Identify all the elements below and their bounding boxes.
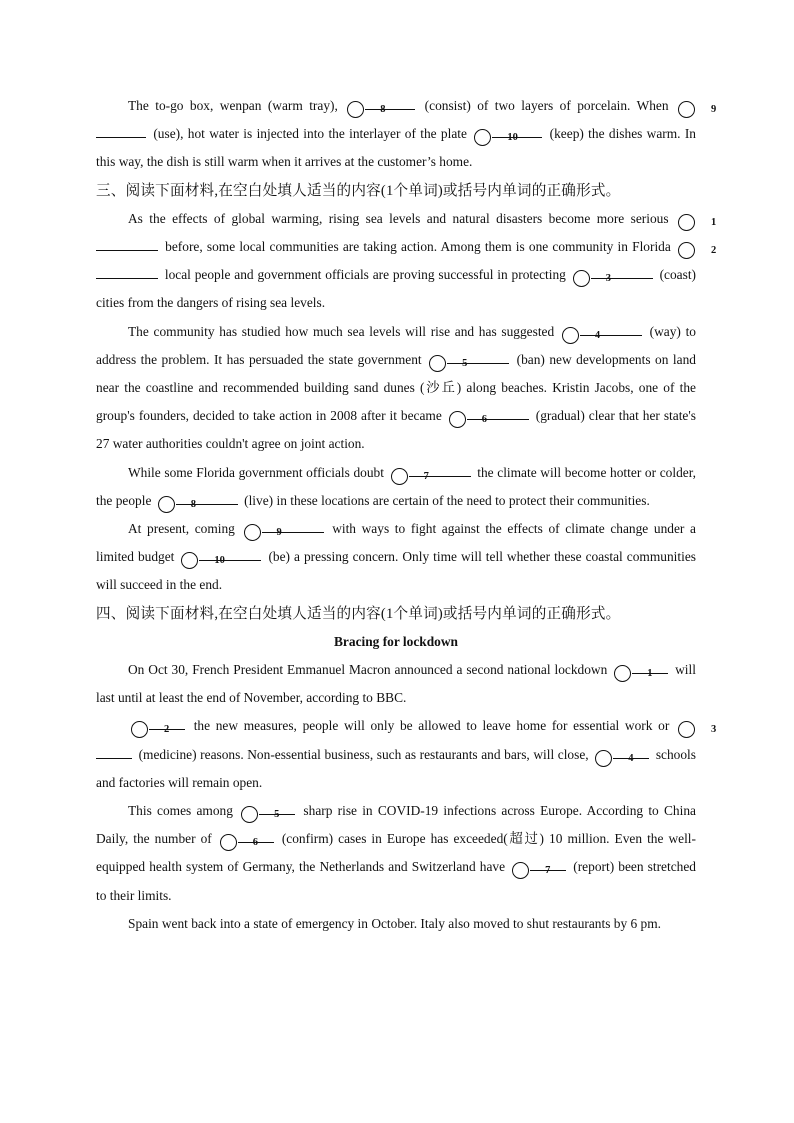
blank-number-3: 3 xyxy=(678,721,695,738)
text: (gradual) clear that her state's 27 water authorities couldn't agree on joint action. xyxy=(96,408,696,452)
blank-number-1: 1 xyxy=(678,214,695,231)
text: sharp rise in COVID-19 infections across Europe. According to China Daily, the number of xyxy=(96,803,696,847)
answer-blank[interactable] xyxy=(262,520,324,533)
blank-number-4: 4 xyxy=(595,750,612,767)
answer-blank[interactable] xyxy=(199,548,261,561)
answer-blank[interactable] xyxy=(259,802,295,815)
answer-blank[interactable] xyxy=(96,238,158,251)
blank-number-4: 4 xyxy=(562,327,579,344)
blank-number-7: 7 xyxy=(391,468,408,485)
passage-title: Bracing for lockdown xyxy=(334,633,458,649)
text: before, some local communities are taking action. Among them is one community in Florida xyxy=(165,239,671,255)
text: (coast) cities from the dangers of rising sea levels. xyxy=(96,267,696,311)
blank-number-2: 2 xyxy=(131,721,148,738)
blank-number-9: 9 xyxy=(244,524,261,541)
answer-blank[interactable] xyxy=(149,717,185,730)
section-heading-3: 三、阅读下面材料,在空白处填人适当的内容(1个单词)或括号内单词的正确形式。 xyxy=(96,182,621,199)
answer-blank[interactable] xyxy=(365,97,415,110)
text: schools and factories will remain open. xyxy=(96,746,696,790)
answer-blank[interactable] xyxy=(492,125,542,138)
blank-number-3: 3 xyxy=(573,270,590,287)
blank-number-8: 8 xyxy=(158,496,175,513)
text: On Oct 30, French President Emmanuel Macron announced a second national lockdown xyxy=(128,662,608,678)
text: The community has studied how much sea levels will rise and has suggested xyxy=(128,323,555,339)
text: (use), hot water is injected into the interlayer of the plate xyxy=(153,126,467,142)
answer-blank[interactable] xyxy=(176,492,238,505)
text: As the effects of global warming, rising sea levels and natural disasters become more serious xyxy=(128,210,669,226)
answer-blank[interactable] xyxy=(591,266,653,279)
text: (keep) the dishes warm. In this way, the dish is still warm when it arrives at the customer’s home. xyxy=(96,126,697,170)
text: At present, coming xyxy=(128,521,235,537)
paragraph xyxy=(96,797,696,910)
blank-number-10: 10 xyxy=(181,552,198,569)
section-heading-4: 四、阅读下面材料,在空白处填人适当的内容(1个单词)或括号内单词的正确形式。 xyxy=(96,605,621,622)
paragraph xyxy=(96,459,696,515)
text: the climate will become hotter or colder, the people xyxy=(96,464,696,508)
text: local people and government officials are proving successful in protecting xyxy=(164,267,566,283)
paragraph-to-go-box xyxy=(96,92,717,177)
answer-blank[interactable] xyxy=(632,661,668,674)
paragraph xyxy=(96,205,717,318)
blank-number-1: 1 xyxy=(614,665,631,682)
answer-blank[interactable] xyxy=(238,830,274,843)
text: (consist) of two layers of porcelain. When xyxy=(424,98,669,113)
blank-number-5: 5 xyxy=(429,355,446,372)
text: (way) to address the problem. It has persuaded the state government xyxy=(96,323,696,367)
text: (medicine) reasons. Non-essential business, such as restaurants and bars, will close, xyxy=(138,746,589,762)
text: The to-go box, wenpan (warm tray), xyxy=(128,98,338,113)
text: (live) in these locations are certain of the need to protect their communities. xyxy=(244,492,650,508)
blank-number-5: 5 xyxy=(241,806,258,823)
answer-blank[interactable] xyxy=(467,407,529,420)
paragraph xyxy=(96,656,696,712)
paragraph xyxy=(96,712,717,797)
text: with ways to fight against the effects of climate change under a limited budget xyxy=(96,521,696,565)
text: (report) been stretched to their limits. xyxy=(96,859,696,903)
answer-blank[interactable] xyxy=(96,746,132,759)
answer-blank[interactable] xyxy=(96,266,158,279)
blank-number-6: 6 xyxy=(449,411,466,428)
blank-number-6: 6 xyxy=(220,834,237,851)
blank-number-9: 9 xyxy=(678,101,695,118)
text: This comes among xyxy=(128,803,233,819)
document-content xyxy=(96,92,717,938)
answer-blank[interactable] xyxy=(409,464,471,477)
paragraph xyxy=(96,318,696,459)
paragraph: Spain went back into a state of emergency in October. Italy also moved to shut restaurants by 6 pm. xyxy=(128,915,662,931)
blank-number-7: 7 xyxy=(512,862,529,879)
text: will last until at least the end of November, according to BBC. xyxy=(96,662,696,706)
answer-blank[interactable] xyxy=(447,351,509,364)
text: (confirm) cases in Europe has exceeded(超过) 10 million. Even the well-equipped health system of Germany, the Netherlands and Switzerland have xyxy=(96,831,696,875)
paragraph xyxy=(96,515,696,600)
answer-blank[interactable] xyxy=(530,858,566,871)
blank-number-2: 2 xyxy=(678,242,695,259)
blank-number-10: 10 xyxy=(474,129,491,146)
answer-blank[interactable] xyxy=(580,323,642,336)
blank-number-8: 8 xyxy=(347,101,364,118)
text: While some Florida government officials doubt xyxy=(128,464,384,480)
text: (ban) new developments on land near the coastline and recommended building sand dunes (沙丘) along beaches. Kristin Jacobs, one of the group's founders, decided to take action in 2008 after it became xyxy=(96,351,696,424)
text: (be) a pressing concern. Only time will tell whether these coastal communities will succeed in the end. xyxy=(96,549,696,593)
text: the new measures, people will only be allowed to leave home for essential work or xyxy=(193,718,670,734)
answer-blank[interactable] xyxy=(613,746,649,759)
answer-blank[interactable] xyxy=(96,125,146,138)
